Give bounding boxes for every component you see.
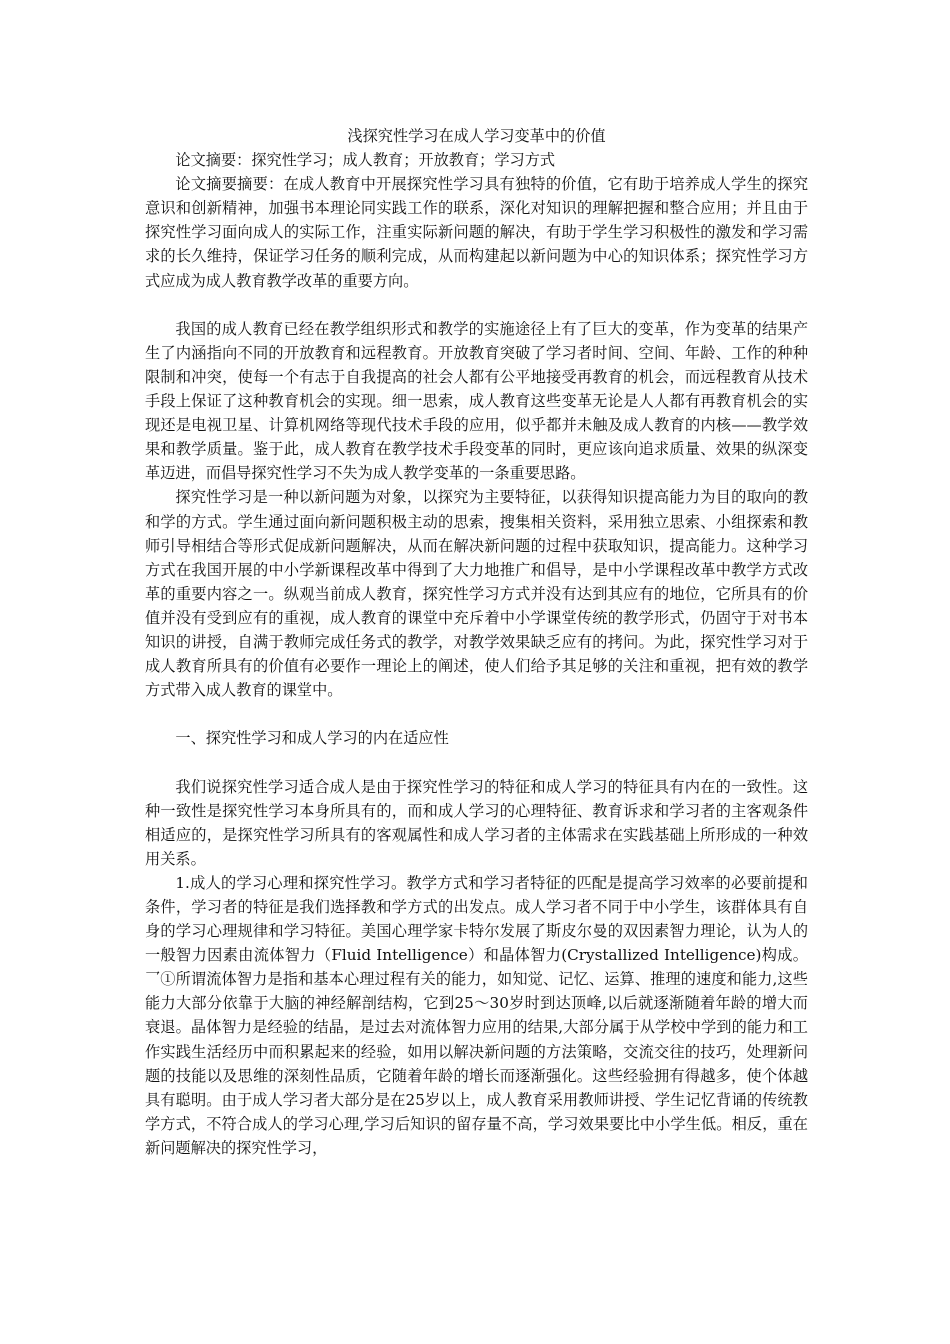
keywords-line: 论文摘要：探究性学习；成人教育；开放教育；学习方式	[175, 151, 556, 170]
document-page	[145, 124, 808, 1160]
blank-line	[145, 750, 808, 774]
body-paragraph-4: 1.成人的学习心理和探究性学习。教学方式和学习者特征的匹配是提高学习效率的必要前提和条件，学习者的特征是我们选择教和学方式的出发点。成人学习者不同于中小学生，该群体具有自身的学习心理规律和学习特征。美国心理学家卡特尔发展了斯皮尔曼的双因素智力理论，认为人的一般智力因素由流体智力（Fluid Intelligence）和晶体智力(Crystallized Intelligence)构成。乛①所谓流体智力是指和基本心理过程有关的能力，如知觉、记忆、运算、推理的速度和能力,这些能力大部分依靠于大脑的神经解剖结构，它到25～30岁时到达顶峰,以后就逐渐随着年龄的增大而衰退。晶体智力是经验的结晶，是过去对流体智力应用的结果,大部分属于从学校中学到的能力和工作实践生活经历中而积累起来的经验，如用以解决新问题的方法策略，交流交往的技巧，处理新问题的技能以及思维的深刻性品质，它随着年龄的增长而逐渐强化。这些经验拥有得越多，使个体越具有聪明。由于成人学习者大部分是在25岁以上，成人教育采用教师讲授、学生记忆背诵的传统教学方式，不符合成人的学习心理,学习后知识的留存量不高，学习效果要比中小学生低。相反，重在新问题解决的探究性学习，	[145, 873, 808, 1157]
document-title: 浅探究性学习在成人学习变革中的价值	[347, 127, 606, 145]
blank-line	[145, 702, 808, 726]
blank-line	[145, 293, 808, 317]
body-paragraph-1: 我国的成人教育已经在教学组织形式和教学的实施途径上有了巨大的变革，作为变革的结果产生了内涵指向不同的开放教育和远程教育。开放教育突破了学习者时间、空间、年龄、工作的种种限制和冲突，使每一个有志于自我提高的社会人都有公平地接受再教育的机会，而远程教育从技术手段上保证了这种教育机会的实现。细一思索，成人教育这些变革无论是人人都有再教育机会的实现还是电视卫星、计算机网络等现代技术手段的应用，似乎都并未触及成人教育的内核——教学效果和教学质量。鉴于此，成人教育在教学技术手段变革的同时，更应该向追求质量、效果的纵深变革迈进，而倡导探究性学习不失为成人教学变革的一条重要思路。	[145, 319, 808, 483]
section-heading-1: 一、探究性学习和成人学习的内在适应性	[175, 729, 449, 748]
body-paragraph-3: 我们说探究性学习适合成人是由于探究性学习的特征和成人学习的特征具有内在的一致性。这种一致性是探究性学习本身所具有的，而和成人学习的心理特征、教育诉求和学习者的主客观条件相适应的，是探究性学习所具有的客观属性和成人学习者的主体需求在实践基础上所形成的一种效用关系。	[145, 777, 808, 868]
body-paragraph-2: 探究性学习是一种以新问题为对象，以探究为主要特征，以获得知识提高能力为目的取向的教和学的方式。学生通过面向新问题积极主动的思索，搜集相关资料，采用独立思索、小组探索和教师引导相结合等形式促成新问题解决，从而在解决新问题的过程中获取知识，提高能力。这种学习方式在我国开展的中小学新课程改革中得到了大力地推广和倡导，是中小学课程改革中教学方式改革的重要内容之一。纵观当前成人教育，探究性学习方式并没有达到其应有的地位，它所具有的价值并没有受到应有的重视，成人教育的课堂中充斥着中小学课堂传统的教学形式，仍固守于对书本知识的讲授，自满于教师完成任务式的教学，对教学效果缺乏应有的拷问。为此，探究性学习对于成人教育所具有的价值有必要作一理论上的阐述，使人们给予其足够的关注和重视，把有效的教学方式带入成人教育的课堂中。	[145, 488, 808, 700]
abstract-paragraph: 论文摘要摘要：在成人教育中开展探究性学习具有独特的价值，它有助于培养成人学生的探究意识和创新精神，加强书本理论同实践工作的联系，深化对知识的理解把握和整合应用；并且由于探究性学习面向成人的实际工作，注重实际新问题的解决，有助于学生学习积极性的激发和学习需求的长久维持，保证学习任务的顺利完成，从而构建起以新问题为中心的知识体系；探究性学习方式应成为成人教育教学改革的重要方向。	[145, 175, 808, 290]
